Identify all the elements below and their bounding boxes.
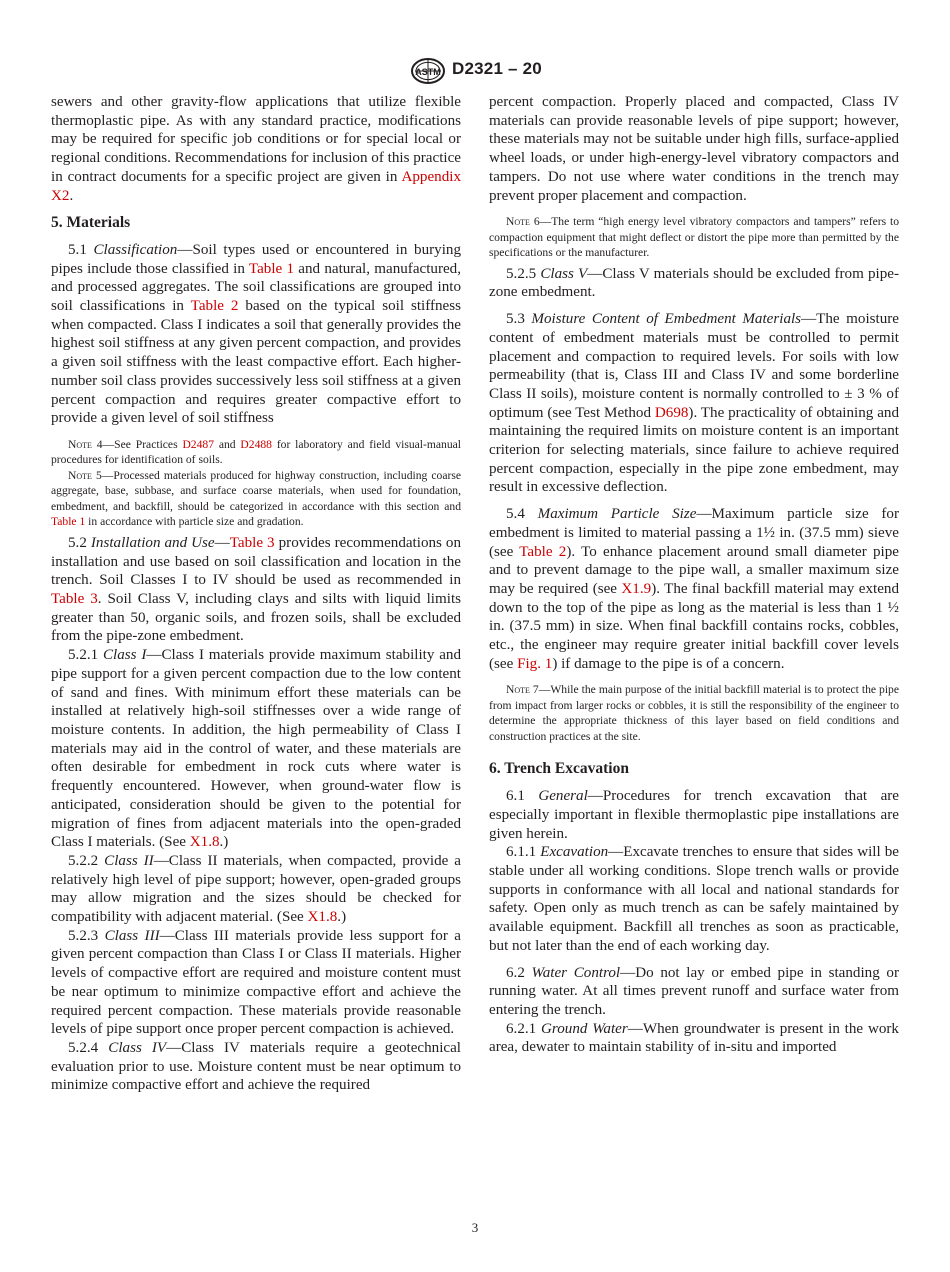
link-table-1[interactable]: Table 1 bbox=[248, 260, 295, 277]
paragraph-5-2-2: 5.2.2 Class II—Class II materials, when compacted, provide a relatively high level of pipe support; however, open-graded groups may allow migration and the sizes should be checked for compatibility with adjacent material. (See X1.8.) bbox=[51, 852, 461, 926]
svg-text:ASTM: ASTM bbox=[415, 67, 441, 77]
left-column bbox=[51, 93, 461, 1095]
section-heading-trench-excavation: 6. Trench Excavation bbox=[489, 760, 629, 778]
paragraph: percent compaction. Properly placed and compacted, Class IV materials can provide reasonable levels of pipe support; however, these materials may not be suitable under high fills, surface-applied wheel loads, or under high-energy-level vibratory compactors and tampers. Do not use where water conditions in the trench may prevent proper placement and compaction. bbox=[489, 94, 899, 204]
link-x1-8[interactable]: X1.8 bbox=[189, 834, 220, 851]
notes-block bbox=[51, 437, 461, 530]
link-table-3[interactable]: Table 3 bbox=[229, 534, 275, 551]
right-column bbox=[489, 93, 899, 1057]
section-heading-materials: 5. Materials bbox=[51, 214, 131, 232]
paragraph-6-2-1: 6.2.1 Ground Water—When groundwater is present in the work area, dewater to maintain stability of in-situ and imported bbox=[489, 1020, 899, 1056]
paragraph-6-2: 6.2 Water Control—Do not lay or embed pipe in standing or running water. At all times prevent runoff and surface water from entering the trench. bbox=[489, 964, 899, 1018]
link-d698[interactable]: D698 bbox=[654, 404, 689, 421]
link-table-1[interactable]: Table 1 bbox=[51, 515, 86, 529]
page-number: 3 bbox=[471, 1220, 479, 1235]
astm-logo-icon bbox=[410, 58, 446, 84]
link-x1-9[interactable]: X1.9 bbox=[621, 580, 652, 597]
paragraph-5-2: 5.2 Installation and Use—Table 3 provides recommendations on installation and use based on soil classification and location in the trench. Soil Classes I to IV should be used as recommended in Table 3. Soil Class V, including clays and silts with liquid limits greater than 50, organic soils, and frozen soils, shall be excluded from the pipe-zone embedment. bbox=[51, 534, 462, 645]
paragraph-6-1: 6.1 General—Procedures for trench excavation that are especially important in flexible thermoplastic pipe installations are given herein. bbox=[489, 788, 899, 842]
paragraph-5-3: 5.3 Moisture Content of Embedment Materials—The moisture content of embedment materials must be controlled to permit placement and compaction to required levels. For soils with low permeability (that is, Class III and Class IV and some borderline Class II soils), moisture content is normally controlled to ± 3 % of optimum (see Test Method D698). The practicality of obtaining and maintaining the required limits on moisture content is an important criterion for selecting materials, since failure to achieve required percent compaction, especially in the pipe zone embedment, may result in excessive deflection. bbox=[489, 311, 899, 496]
note-5: Note 5—Processed materials produced for highway construction, including coarse aggregate, base, subbase, and surface coarse materials, when used for foundation, embedment, and backfill, should be categorized in accordance with this section and Table 1 in accordance with particle size and gradation. bbox=[51, 468, 461, 529]
paragraph-5-2-4: 5.2.4 Class IV—Class IV materials require a geotechnical evaluation prior to use. Moisture content must be near optimum to minimize compactive effort and achieve the required bbox=[51, 1039, 461, 1094]
standard-designation: D2321 – 20 bbox=[452, 59, 542, 78]
link-table-3[interactable]: Table 3 bbox=[51, 591, 98, 608]
notes-block bbox=[489, 214, 899, 261]
paragraph: sewers and other gravity-flow applications that utilize flexible thermoplastic pipe. As with any standard practice, modifications may be required for specific job conditions or for special local or regional conditions. Recommendations for inclusion of this practice in contract documents for a specific project are given in Appendix X2. bbox=[51, 94, 461, 204]
link-table-2[interactable]: Table 2 bbox=[519, 543, 567, 560]
link-table-2[interactable]: Table 2 bbox=[190, 298, 239, 315]
notes-block bbox=[489, 682, 899, 744]
note-7: Note 7—While the main purpose of the initial backfill material is to protect the pipe from impact from larger rocks or cobbles, it is still the responsibility of the engineer to determine the appropriate thickness of this layer based on field conditions and construction practices at the site. bbox=[489, 683, 899, 743]
paragraph-5-2-3: 5.2.3 Class III—Class III materials provide less support for a given percent compaction than Class I or Class II materials. Higher levels of compactive effort are required and moisture content must be near optimum to minimize compactive effort and achieve the required percent compaction. These materials provide reasonable levels of pipe support once proper percent compaction is achieved. bbox=[51, 927, 461, 1038]
link-d2488[interactable]: D2488 bbox=[240, 437, 272, 451]
paragraph-6-1-1: 6.1.1 Excavation—Excavate trenches to ensure that sides will be stable under all working conditions. Slope trench walls or provide supports in conformance with all local and national standards for safety. Open only as much trench as can be safely maintained by available equipment. Backfill all trenches as soon as practicable, but not later than the end of each working day. bbox=[489, 844, 900, 954]
paragraph-5-1: 5.1 Classification—Soil types used or encountered in burying pipes include those classified in Table 1 and natural, manufactured, and processed aggregates. The soil classifications are grouped into soil classifications in Table 2 based on the typical soil stiffness when compacted. Class I indicates a soil that generally provides the highest soil stiffness at any given percent compaction, and provides a given soil stiffness with the least compactive effort. Each higher-number soil class provides successively less soil stiffness at a given percent compaction and requires greater compactive effort to provide a given level of soil stiffness bbox=[51, 241, 462, 427]
note-4: Note 4—See Practices D2487 and D2488 for laboratory and field visual-manual procedures for identification of soils. bbox=[51, 437, 461, 467]
paragraph-5-2-1: 5.2.1 Class I—Class I materials provide maximum stability and pipe support for a given percent compaction due to the low content of sand and fines. With minimum effort these materials can be installed at relatively high-soil stiffnesses over a wide range of moisture contents. In addition, the high permeability of Class I materials may aid in the control of water, and these materials are often desirable for embedment in rock cuts where water is frequently encountered. However, when ground-water flow is anticipated, consideration should be given to the potential for migration of fines from adjacent materials into the open-graded Class I materials. (See X1.8.) bbox=[51, 647, 461, 851]
link-x1-8[interactable]: X1.8 bbox=[307, 909, 338, 926]
page-header bbox=[0, 58, 950, 84]
paragraph-5-4: 5.4 Maximum Particle Size—Maximum particle size for embedment is limited to material passing a 1½ in. (37.5 mm) sieve (see Table 2). To enhance placement around small diameter pipe and to prevent damage to the pipe wall, a smaller maximum size may be required (see X1.9). The final backfill material may extend down to the top of the pipe as long as the material is less than 1 ½ in. (37.5 mm) in size. When final backfill contains rocks, cobbles, etc., the engineer may require greater initial backfill cover levels (see Fig. 1) if damage to the pipe is of a concern. bbox=[489, 506, 900, 672]
link-appendix-x2[interactable]: Appendix X2 bbox=[51, 168, 461, 204]
link-d2487[interactable]: D2487 bbox=[182, 437, 214, 451]
paragraph-5-2-5: 5.2.5 Class V—Class V materials should be excluded from pipe-zone embedment. bbox=[489, 265, 899, 301]
note-6: Note 6—The term “high energy level vibratory compactors and tampers” refers to compaction equipment that might deflect or distort the pipe more than permitted by the specifications or the manufacturer. bbox=[489, 215, 899, 260]
link-fig-1[interactable]: Fig. 1 bbox=[517, 655, 553, 672]
